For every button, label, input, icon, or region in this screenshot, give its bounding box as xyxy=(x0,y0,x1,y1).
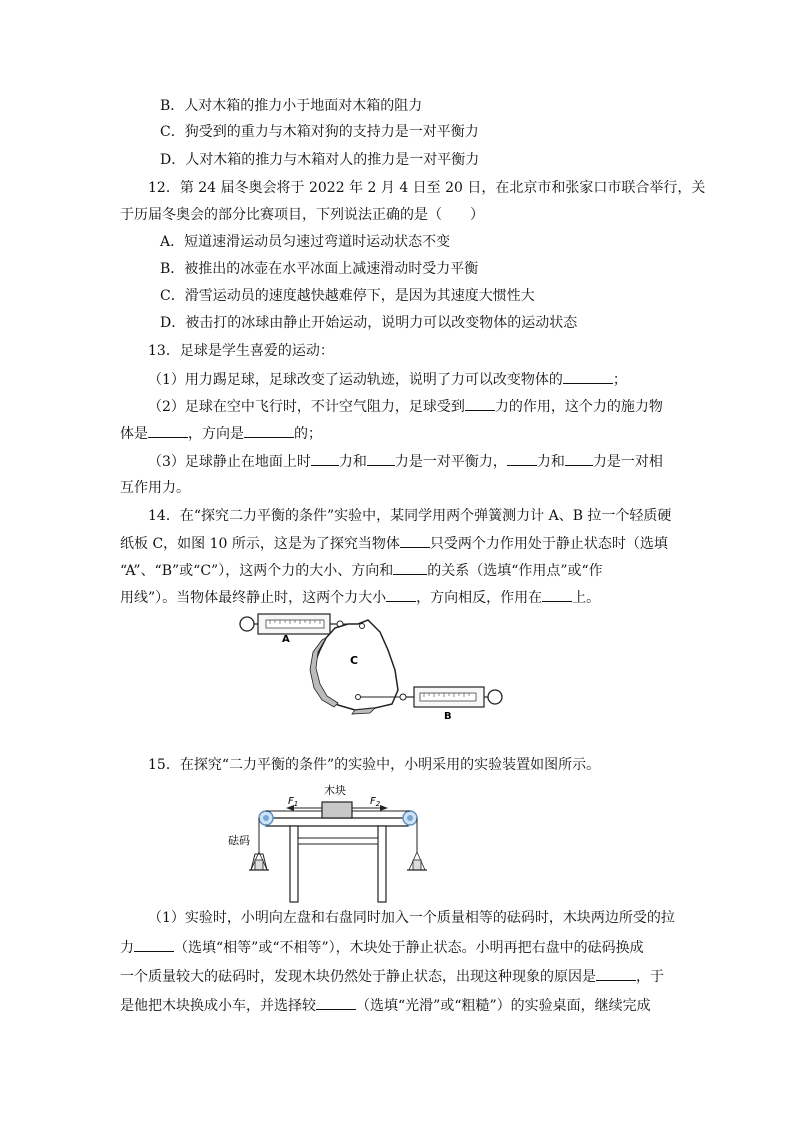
q13-part3-text3: 力是一对平衡力， xyxy=(394,454,507,470)
q12-option-a: A．短道速滑运动员匀速过弯道时运动状态不变 xyxy=(160,234,451,250)
answer-blank[interactable] xyxy=(393,560,427,575)
q12-stem-line2: 于历届冬奥会的部分比赛项目，下列说法正确的是（ ） xyxy=(120,207,484,223)
q13-part2-text2: 力的作用，这个力的施力物 xyxy=(494,399,663,415)
q14-line3 xyxy=(120,560,603,581)
scale-a-ring xyxy=(240,617,254,631)
q15-part1-line3 xyxy=(120,966,664,987)
q13-part3-text4: 力和 xyxy=(536,454,565,470)
figure-spring-scales xyxy=(230,610,510,725)
q13-part3 xyxy=(148,451,663,472)
label-c: C xyxy=(350,654,359,667)
right-weight xyxy=(413,860,421,870)
q12-option-d: D．被击打的冰球由静止开始运动，说明力可以改变物体的运动状态 xyxy=(160,315,578,331)
answer-blank[interactable] xyxy=(244,423,294,438)
answer-blank[interactable] xyxy=(386,587,416,602)
f2-arrow xyxy=(380,805,388,811)
q13-part3-text2: 力和 xyxy=(338,454,367,470)
answer-blank[interactable] xyxy=(400,533,430,548)
q11-option-b: B．人对木箱的推力小于地面对木箱的阻力 xyxy=(160,98,423,114)
q13-part2-cont xyxy=(120,423,322,444)
q14-line3-text: “A”、“B”或“C”），这两个力的大小、方向和 xyxy=(120,563,394,579)
q15-text2: （选填“相等”或“不相等”），木块处于静止状态。小明再把右盘中的砝码换成 xyxy=(174,940,644,956)
q15-stem: 15．在探究“二力平衡的条件”的实验中，小明采用的实验装置如图所示。 xyxy=(148,757,601,773)
q13-part1-text: （1）用力踢足球，足球改变了运动轨迹，说明了力可以改变物体的 xyxy=(148,372,563,388)
wooden-block xyxy=(322,802,352,818)
figure-balance-apparatus xyxy=(222,780,432,905)
q15-text6: （选填“光滑”或“粗糙”）的实验桌面，继续完成 xyxy=(356,998,651,1014)
weight-label: 砝码 xyxy=(228,834,250,847)
q13-part3-text: （3）足球静止在地面上时 xyxy=(148,454,311,470)
q14-line2-text2: 只受两个力作用处于静止状态时（选填 xyxy=(429,536,668,552)
table-top xyxy=(266,818,408,826)
q14-line4-text: 用线”）。当物体最终静止时，这两个力大小 xyxy=(120,590,387,606)
label-b: B xyxy=(444,711,452,722)
q12-option-c: C．滑雪运动员的速度越快越难停下，是因为其速度大惯性大 xyxy=(160,288,535,304)
scale-b-ring xyxy=(488,690,502,704)
q12-option-b: B．被推出的冰壶在水平冰面上减速滑动时受力平衡 xyxy=(160,261,479,277)
q14-line4-text2: ，方向相反，作用在 xyxy=(416,590,543,606)
left-weight xyxy=(255,860,263,870)
q13-part3-cont: 互作用力。 xyxy=(120,480,190,496)
q13-part2-text3: 体是 xyxy=(120,426,148,442)
answer-blank[interactable] xyxy=(507,451,537,466)
q13-part1-end: ； xyxy=(612,372,627,388)
q15-text3: 一个质量较大的砝码时，发现木块仍然处于静止状态，出现这种现象的原因是 xyxy=(120,969,596,985)
q13-part3-text5: 力是一对相 xyxy=(592,454,663,470)
answer-blank[interactable] xyxy=(316,995,356,1010)
q14-line4 xyxy=(120,587,600,608)
q11-option-c: C．狗受到的重力与木箱对狗的支持力是一对平衡力 xyxy=(160,124,479,140)
q13-part2-text: （2）足球在空中飞行时，不计空气阻力，足球受到 xyxy=(148,399,465,415)
q14-line3-text2: 的关系（选填“作用点”或“作 xyxy=(427,563,603,579)
answer-blank[interactable] xyxy=(311,451,339,466)
q15-part1-line1: （1）实验时，小明向左盘和右盘同时加入一个质量相等的砝码时，木块两边所受的拉 xyxy=(148,910,675,926)
answer-blank[interactable] xyxy=(565,451,593,466)
q15-part1-line4 xyxy=(120,995,651,1016)
q13-part1 xyxy=(148,369,627,390)
q12-stem-line1: 12．第 24 届冬奥会将于 2022 年 2 月 4 日至 20 日，在北京市和张家口市联合举行，关 xyxy=(148,180,706,196)
q15-part1-line2 xyxy=(120,937,644,958)
f1-label: $F_1$ xyxy=(288,796,299,808)
q13-stem: 13．足球是学生喜爱的运动： xyxy=(148,343,334,359)
q15-text4: ，于 xyxy=(636,969,664,985)
q14-line2-text: 纸板 C，如图 10 所示，这是为了探究当物体 xyxy=(120,536,400,552)
label-a: A xyxy=(282,634,290,645)
q13-part2 xyxy=(148,396,663,417)
q13-part2-text4: ，方向是 xyxy=(188,426,244,442)
answer-blank[interactable] xyxy=(148,423,188,438)
q14-line2 xyxy=(120,533,668,554)
answer-blank[interactable] xyxy=(465,396,495,411)
block-label: 木块 xyxy=(324,784,346,797)
q13-part2-end: 的； xyxy=(294,426,322,442)
answer-blank[interactable] xyxy=(542,587,572,602)
f2-label: $F_2$ xyxy=(370,796,381,808)
answer-blank[interactable] xyxy=(134,937,174,952)
answer-blank[interactable] xyxy=(367,451,395,466)
answer-blank[interactable] xyxy=(563,369,613,384)
q14-line1: 14．在“探究二力平衡的条件”实验中，某同学用两个弹簧测力计 A、B 拉一个轻质硬 xyxy=(148,508,672,524)
q11-option-d: D．人对木箱的推力与木箱对人的推力是一对平衡力 xyxy=(160,152,480,168)
q14-line4-end: 上。 xyxy=(572,590,601,606)
q15-text: 力 xyxy=(120,940,134,956)
q15-text5: 是他把木块换成小车，并选择较 xyxy=(120,998,316,1014)
answer-blank[interactable] xyxy=(596,966,636,981)
